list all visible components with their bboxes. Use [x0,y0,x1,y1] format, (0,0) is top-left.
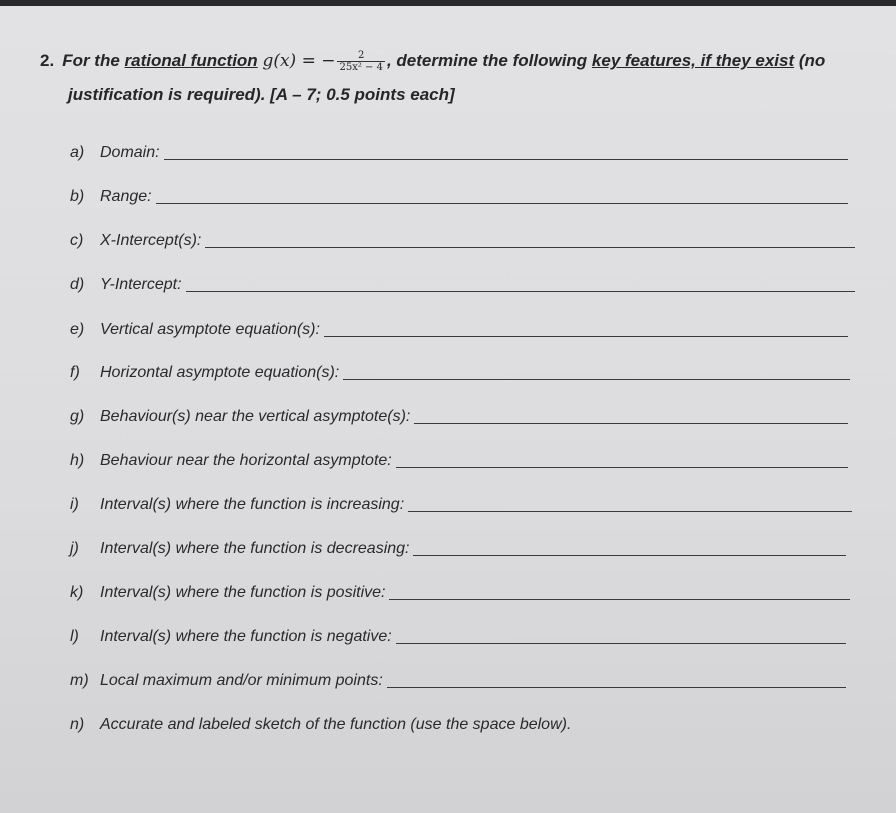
item-letter: n) [70,716,85,733]
answer-item [70,706,850,734]
item-letter: e) [70,321,85,338]
question-middle: determine the following [391,51,592,70]
item-letter: m) [70,672,89,689]
item-letter: j) [70,540,79,557]
item-letter: k) [70,584,84,601]
rational-function-term: rational function [124,51,258,70]
answer-item [70,486,852,514]
answer-item [70,311,848,339]
key-features-term: key features, if they exist [591,51,795,70]
item-label: Interval(s) where the function is increasing: [100,496,405,513]
question-text [40,44,870,112]
answer-item [70,134,848,162]
item-letter: a) [70,144,85,161]
item-letter: i) [70,496,79,513]
item-label: Domain: [100,144,160,161]
answer-blank-line[interactable] [186,290,855,292]
item-label: Local maximum and/or minimum points: [100,672,383,689]
answer-blank-line[interactable] [414,422,848,424]
question-line-2: justification is required). [A – 7; 0.5 points each] [68,85,455,104]
answer-item [70,266,855,294]
answer-blank-line[interactable] [324,335,848,337]
item-label: Range: [100,188,152,205]
item-letter: h) [70,452,85,469]
answer-blank-line[interactable] [396,642,846,644]
answer-blank-line[interactable] [408,510,852,512]
answer-blank-line[interactable] [343,378,850,380]
fraction-denominator: 25x² − 4 [339,62,383,74]
answer-blank-line[interactable] [156,202,848,204]
item-label: Interval(s) where the function is negative: [100,628,392,645]
item-letter: b) [70,188,85,205]
top-edge-bar [0,0,896,6]
item-letter: d) [70,276,85,293]
question-line-1 [40,44,870,78]
answer-item [70,530,846,558]
item-label: Interval(s) where the function is positive: [100,584,386,601]
fraction-numerator: 2 [337,50,384,62]
item-label: X-Intercept(s): [100,232,202,249]
answer-blank-line[interactable] [387,686,846,688]
answer-item [70,662,846,690]
item-label: Behaviour near the horizontal asymptote: [100,452,392,469]
question-intro: For the [62,51,125,70]
item-label: Interval(s) where the function is decreasing: [100,540,410,557]
answer-item [70,618,846,646]
item-label: Y-Intercept: [100,276,182,293]
answer-blank-line[interactable] [413,554,846,556]
answer-item [70,442,848,470]
answer-blank-line[interactable] [396,466,848,468]
answer-blank-line[interactable] [389,598,850,600]
function-expression: g(x) = − [262,51,336,71]
answer-item [70,222,855,250]
item-letter: l) [70,628,79,645]
item-letter: g) [70,408,85,425]
comma: , [386,51,392,70]
item-label: Horizontal asymptote equation(s): [100,364,340,381]
question-tail: (no [794,51,826,70]
item-label: Vertical asymptote equation(s): [100,321,320,338]
question-number: 2. [40,51,55,70]
function-fraction [337,50,384,73]
item-label: Accurate and labeled sketch of the function (use the space below). [100,716,572,733]
answer-item [70,398,848,426]
answer-blank-line[interactable] [164,158,848,160]
answer-blank-line[interactable] [205,246,855,248]
answer-item [70,354,850,382]
answer-item [70,574,850,602]
item-letter: f) [70,364,80,381]
item-letter: c) [70,232,84,249]
item-label: Behaviour(s) near the vertical asymptote(s): [100,408,411,425]
answer-item [70,178,848,206]
